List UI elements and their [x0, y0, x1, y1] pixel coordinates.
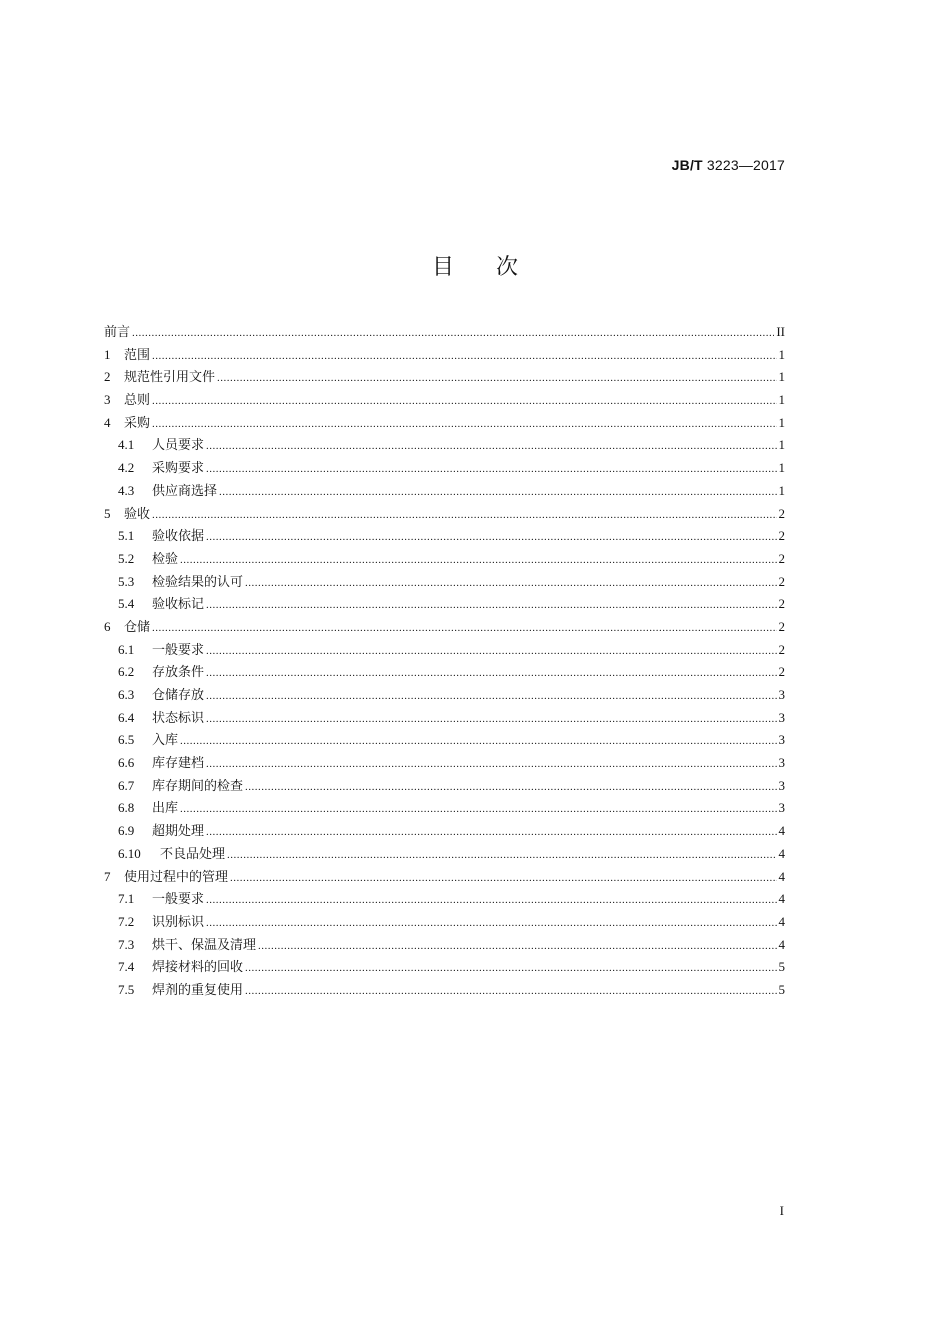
toc-entry[interactable]: [104, 503, 785, 526]
toc-entry-label: 验收依据: [152, 529, 205, 545]
toc-entry-number: 6.10: [118, 845, 141, 861]
toc-entry-page: 2: [778, 596, 785, 612]
toc-entry-page: 4: [778, 868, 785, 884]
toc-entry-page: 2: [778, 641, 785, 657]
toc-leader-dots: [219, 481, 776, 504]
toc-leader-dots: [245, 957, 776, 980]
toc-entry-number: 7: [104, 868, 111, 884]
toc-entry-number: 7.3: [118, 936, 135, 952]
toc-entry-label: 入库: [152, 733, 179, 749]
toc-entry-label: 存放条件: [152, 665, 205, 681]
toc-entry[interactable]: [104, 820, 785, 843]
toc-entry-page: 3: [778, 777, 785, 793]
toc-leader-dots: [245, 572, 776, 595]
toc-entry-number: 6.9: [118, 823, 135, 839]
toc-entry-page: 4: [778, 823, 785, 839]
toc-entry-label: 采购要求: [152, 461, 205, 477]
toc-entry-number: 6: [104, 618, 111, 634]
toc-entry-page: 2: [778, 573, 785, 589]
toc-leader-dots: [227, 844, 776, 867]
toc-entry-number: 7.2: [118, 913, 135, 929]
toc-entry[interactable]: [104, 934, 785, 957]
toc-entry-page: 2: [778, 505, 785, 521]
toc-entry-page: 3: [778, 755, 785, 771]
toc-leader-dots: [206, 594, 776, 617]
toc-entry[interactable]: [104, 797, 785, 820]
toc-leader-dots: [152, 617, 776, 640]
toc-entry[interactable]: [104, 775, 785, 798]
toc-entry-number: 5.4: [118, 596, 135, 612]
toc-entry[interactable]: [104, 684, 785, 707]
toc-leader-dots: [206, 685, 776, 708]
toc-entry-page: 3: [778, 732, 785, 748]
toc-entry-number: 7.5: [118, 981, 135, 997]
toc-entry[interactable]: [104, 344, 785, 367]
toc-entry-label: 验收标记: [152, 597, 205, 613]
toc-entry-page: 3: [778, 687, 785, 702]
toc-entry-number: 7.1: [118, 891, 135, 907]
toc-entry-label: 验收: [124, 506, 151, 522]
toc-entry-page: II: [776, 324, 785, 339]
toc-entry[interactable]: [104, 661, 785, 684]
toc-leader-dots: [245, 776, 776, 799]
toc-entry-number: 5.3: [118, 573, 135, 589]
toc-entry-number: 2: [104, 369, 111, 385]
toc-entry-number: 5.1: [118, 528, 135, 544]
page-number: I: [779, 1203, 784, 1218]
standard-code-number: 3223—2017: [702, 157, 785, 173]
toc-entry-label: 仓储: [124, 619, 151, 635]
toc-leader-dots: [206, 708, 776, 731]
standard-code: [672, 157, 785, 173]
toc-leader-dots: [217, 367, 776, 390]
toc-leader-dots: [206, 640, 776, 663]
toc-leader-dots: [180, 798, 776, 821]
toc-entry-label: 使用过程中的管理: [124, 869, 229, 885]
toc-entry[interactable]: [104, 525, 785, 548]
toc-entry[interactable]: [104, 434, 785, 457]
toc-leader-dots: [206, 821, 776, 844]
toc-leader-dots: [206, 458, 776, 481]
toc-entry-label: 库存建档: [152, 756, 205, 772]
toc-entry-label: 不良品处理: [160, 846, 226, 862]
toc-leader-dots: [206, 662, 776, 685]
toc-title-char-2: 次: [496, 255, 519, 280]
toc-entry-page: 3: [778, 709, 785, 725]
toc-entry[interactable]: [104, 979, 785, 1002]
toc-entry-number: 6.3: [118, 687, 135, 702]
table-of-contents: [104, 321, 785, 1002]
toc-leader-dots: [152, 345, 776, 368]
toc-entry-label: 识别标识: [152, 914, 205, 930]
toc-entry-label: 状态标识: [152, 710, 205, 726]
toc-entry-label: 焊接材料的回收: [152, 960, 244, 976]
toc-entry-number: 5.2: [118, 550, 135, 566]
toc-entry[interactable]: [104, 548, 785, 571]
toc-entry[interactable]: [104, 866, 785, 889]
toc-leader-dots: [180, 549, 776, 572]
toc-entry[interactable]: [104, 888, 785, 911]
toc-entry-page: 4: [778, 936, 785, 952]
toc-leader-dots: [258, 935, 776, 958]
toc-entry-number: 5: [104, 505, 111, 521]
toc-entry[interactable]: [104, 729, 785, 752]
toc-entry-number: 6.8: [118, 800, 135, 816]
toc-entry-label: 检验: [152, 551, 179, 567]
toc-entry-label: 出库: [152, 801, 179, 817]
toc-entry[interactable]: [104, 843, 785, 866]
toc-entry-label: 库存期间的检查: [152, 778, 244, 794]
toc-entry-page: 1: [778, 392, 785, 408]
toc-entry[interactable]: [104, 616, 785, 639]
toc-entry-label: 人员要求: [152, 438, 205, 454]
toc-entry-number: 6.1: [118, 641, 135, 657]
toc-entry[interactable]: [104, 412, 785, 435]
toc-entry-label: 超期处理: [152, 824, 205, 840]
toc-leader-dots: [206, 753, 776, 776]
toc-entry-number: 3: [104, 392, 111, 408]
toc-entry-label: 一般要求: [152, 892, 205, 908]
toc-entry[interactable]: [104, 366, 785, 389]
toc-entry-page: 1: [778, 346, 785, 362]
toc-entry-number: 4: [104, 414, 111, 430]
toc-entry-label: 采购: [124, 415, 151, 431]
toc-entry[interactable]: [104, 956, 785, 979]
toc-entry-label: 前言: [104, 325, 131, 340]
toc-entry-page: 2: [778, 550, 785, 566]
toc-entry-number: 6.5: [118, 732, 135, 748]
toc-entry[interactable]: [104, 639, 785, 662]
toc-entry-number: 7.4: [118, 959, 135, 975]
toc-entry-number: 4.2: [118, 460, 135, 476]
toc-entry-page: 5: [778, 981, 785, 997]
toc-entry[interactable]: [104, 457, 785, 480]
toc-entry[interactable]: [104, 571, 785, 594]
toc-entry[interactable]: [104, 752, 785, 775]
toc-leader-dots: [245, 980, 776, 1003]
toc-leader-dots: [180, 730, 776, 753]
toc-entry-label: 总则: [124, 393, 151, 409]
toc-entry-label: 焊剂的重复使用: [152, 982, 244, 998]
toc-entry-page: 1: [778, 414, 785, 430]
toc-entry-page: 1: [778, 460, 785, 476]
toc-entry[interactable]: [104, 480, 785, 503]
toc-entry-number: 6.6: [118, 755, 135, 771]
toc-entry-number: 4.3: [118, 482, 135, 498]
toc-entry-page: 2: [778, 528, 785, 544]
toc-leader-dots: [230, 867, 776, 890]
toc-entry-page: 1: [778, 369, 785, 385]
toc-entry-page: 5: [778, 959, 785, 975]
toc-leader-dots: [206, 435, 776, 458]
toc-leader-dots: [206, 889, 776, 912]
toc-entry[interactable]: [104, 389, 785, 412]
toc-entry[interactable]: [104, 707, 785, 730]
toc-entry-label: 供应商选择: [152, 483, 218, 499]
toc-entry-number: 6.2: [118, 664, 135, 680]
toc-leader-dots: [152, 504, 776, 527]
toc-leader-dots: [152, 390, 776, 413]
toc-entry-number: 6.4: [118, 709, 135, 725]
toc-entry[interactable]: [104, 593, 785, 616]
toc-entry-page: 4: [778, 913, 785, 929]
toc-entry-label: 检验结果的认可: [152, 574, 244, 590]
toc-entry[interactable]: [104, 321, 785, 344]
toc-entry-page: 1: [778, 437, 785, 453]
toc-entry-page: 2: [778, 618, 785, 634]
toc-entry-number: 1: [104, 346, 111, 362]
toc-entry-number: 4.1: [118, 437, 135, 453]
toc-entry-number: 6.7: [118, 777, 135, 793]
toc-title-char-1: 目: [431, 255, 454, 280]
toc-entry-page: 1: [778, 482, 785, 498]
toc-leader-dots: [206, 526, 776, 549]
toc-title: [0, 250, 950, 281]
toc-entry-label: 一般要求: [152, 642, 205, 658]
toc-entry-page: 3: [778, 800, 785, 816]
toc-entry-label: 范围: [124, 347, 151, 363]
toc-entry[interactable]: [104, 911, 785, 934]
toc-leader-dots: [132, 322, 774, 345]
toc-leader-dots: [152, 413, 776, 436]
toc-leader-dots: [206, 912, 776, 935]
toc-entry-page: 4: [778, 845, 785, 861]
toc-entry-label: 规范性引用文件: [124, 370, 216, 386]
toc-entry-label: 烘干、保温及清理: [152, 937, 257, 953]
standard-code-prefix: JB/T: [671, 157, 703, 173]
toc-entry-page: 2: [778, 664, 785, 680]
toc-entry-label: 仓储存放: [152, 688, 205, 703]
toc-entry-page: 4: [778, 891, 785, 907]
